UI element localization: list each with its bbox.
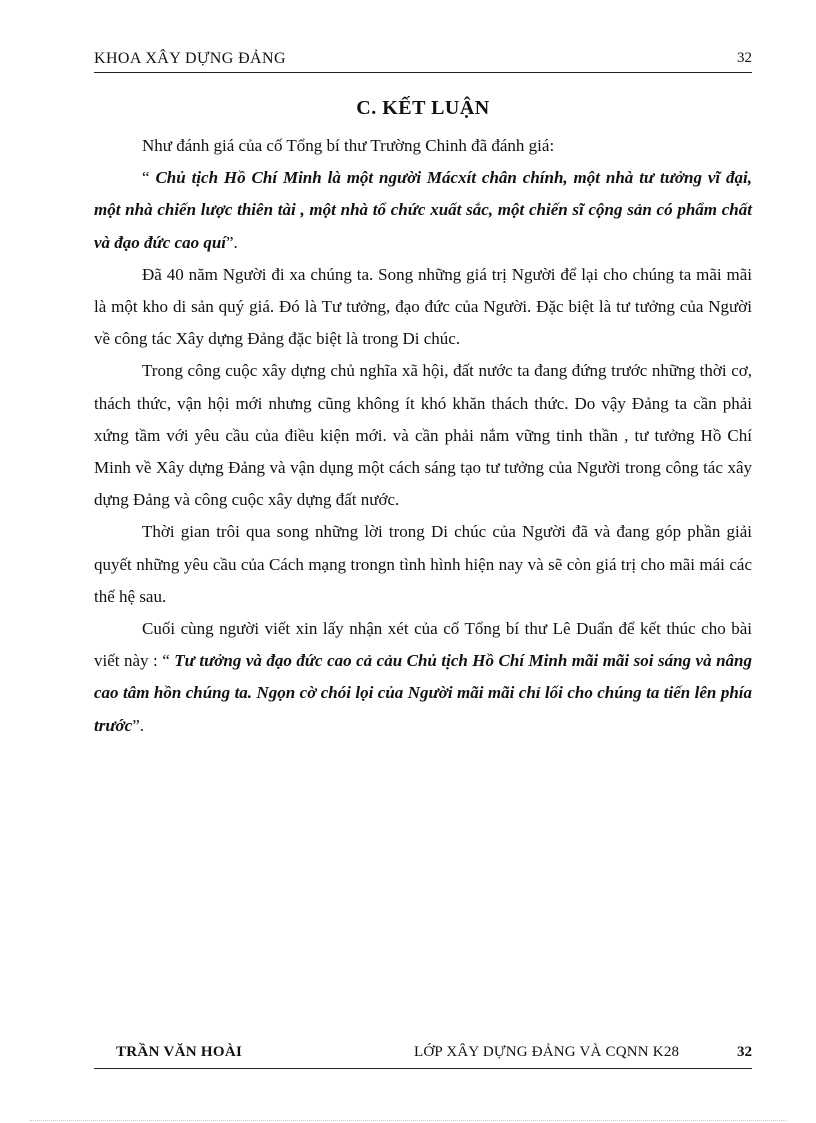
paragraph-3: Đã 40 năm Người đi xa chúng ta. Song những giá trị Người để lại cho chúng ta mãi mãi là một kho di sản quý giá. Đó là Tư tưởng, đạo đức của Người. Đặc biệt là tư tưởng của Người về công tác Xây dựng Đảng đặc biệt là trong Di chúc. [94,264,752,349]
footer-course: LỚP XÂY DỰNG ĐẢNG VÀ CQNN K28 [414,1044,680,1060]
page-bottom-divider [30,1120,786,1121]
quote-truong-chinh-text: Chủ tịch Hồ Chí Minh là một người Mácxít chân chính, một nhà tư tưởng vĩ đại, một nhà chiến lược thiên tài , một nhà tổ chức xuất sắc, một chiến sĩ cộng sản có phẩm chất và đạo đức cao quí [94,168,753,252]
header-page-number: 32 [737,50,752,66]
header-department: KHOA XÂY DỰNG ĐẢNG [94,50,286,67]
footer-page-number: 32 [737,1044,752,1060]
page-footer [94,1044,752,1069]
paragraph-6-le-duan-quote: Cuối cùng người viết xin lấy nhận xét của cố Tổng bí thư Lê Duẩn để kết thúc cho bài viết này : “ Tư tưởng và đạo đức cao cả cảu Chủ tịch Hồ Chí Minh mãi mãi soi sáng và nâng cao tâm hồn chúng ta. Ngọn cờ chói lọi của Người mãi mãi chỉ lối cho chúng ta tiến lên phía trước”. [94,619,752,735]
paragraph-1: Như đánh giá của cố Tổng bí thư Trường Chinh đã đánh giá: [142,136,555,155]
paragraph-5: Thời gian trôi qua song những lời trong Di chúc của Người đã và đang góp phần giải quyết những yêu cầu của Cách mạng trongn tình hình hiện nay và sẽ còn giá trị cho mãi mái các thế hệ sau. [94,522,752,606]
quote-truong-chinh: “ Chủ tịch Hồ Chí Minh là một người Mácxít chân chính, một nhà tư tưởng vĩ đại, một nhà chiến lược thiên tài , một nhà tổ chức xuất sắc, một chiến sĩ cộng sản có phẩm chất và đạo đức cao quí”. [94,168,753,252]
quote-le-duan-text: Tư tưởng và đạo đức cao cả cảu Chủ tịch Hồ Chí Minh mãi mãi soi sáng và nâng cao tâm hồn chúng ta. Ngọn cờ chói lọi của Người mãi mãi chỉ lối cho chúng ta tiến lên phía trước [94,651,752,735]
section-title: C. KẾT LUẬN [356,97,490,119]
footer-author: TRẦN VĂN HOÀI [116,1044,243,1060]
paragraph-4: Trong công cuộc xây dựng chủ nghĩa xã hội, đất nước ta đang đứng trước những thời cơ, thách thức, vận hội mới nhưng cũng không ít khó khăn thách thức. Do vậy Đảng ta cần phải xứng tầm với yêu cầu của điều kiện mới. và cần phải nắm vững tinh thần , tư tưởng Hồ Chí Minh về Xây dựng Đảng và vận dụng một cách sáng tạo tư tưởng của Người trong công tác xây dựng Đảng và công cuộc xây dựng đất nước. [94,361,752,510]
page-header [94,50,752,73]
body-text [94,130,752,742]
